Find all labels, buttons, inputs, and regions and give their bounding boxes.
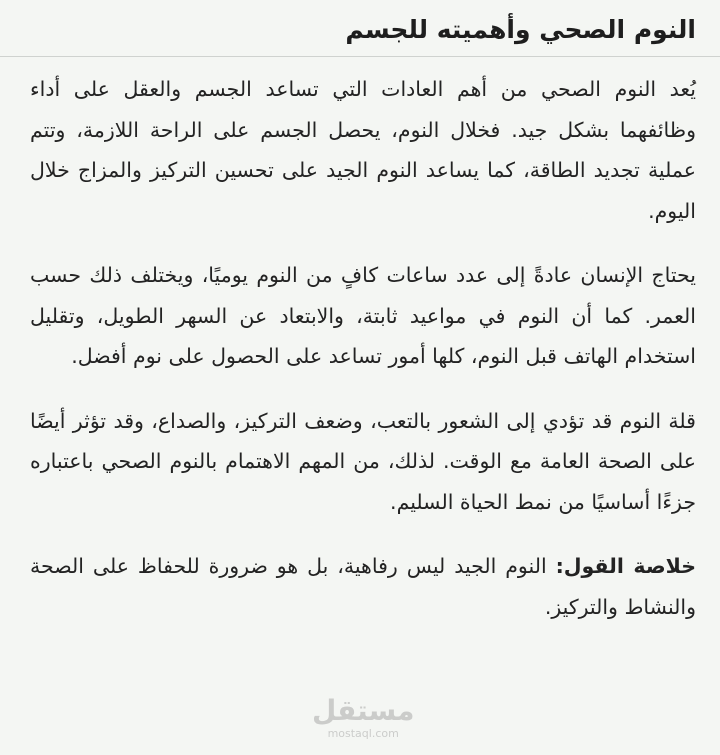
paragraph-3: قلة النوم قد تؤدي إلى الشعور بالتعب، وضعف التركيز، والصداع، وقد تؤثر أيضًا على الصحة العامة مع الوقت. لذلك، من المهم الاهتمام بالنوم الصحي باعتباره جزءًا أساسيًا من نمط الحياة السليم. xyxy=(30,408,696,514)
mostaql-watermark xyxy=(312,696,414,740)
article-title: النوم الصحي وأهميته للجسم xyxy=(345,15,696,44)
watermark-logo-word: مستقل xyxy=(312,694,415,727)
conclusion-label: خلاصة القول: xyxy=(555,554,696,578)
paragraph-1: يُعد النوم الصحي من أهم العادات التي تساعد الجسم والعقل على أداء وظائفهما بشكل جيد. فخلال النوم، يحصل الجسم على الراحة اللازمة، وتتم عملية تجديد الطاقة، كما يساعد النوم الجيد على تحسين التركيز والمزاج خلال اليوم. xyxy=(30,77,696,223)
conclusion-text: النوم الجيد ليس رفاهية، بل هو ضرورة للحفاظ على الصحة والنشاط والتركيز. xyxy=(30,554,696,619)
watermark-url: mostaql.com xyxy=(327,727,399,740)
paragraph-2: يحتاج الإنسان عادةً إلى عدد ساعات كافٍ من النوم يوميًا، ويختلف ذلك حسب العمر. كما أن النوم في مواعيد ثابتة، والابتعاد عن السهر الطويل، وتقليل استخدام الهاتف قبل النوم، كلها أمور تساعد على الحصول على نوم أفضل. xyxy=(30,263,696,368)
title-divider xyxy=(0,56,720,57)
conclusion-paragraph xyxy=(30,546,696,627)
